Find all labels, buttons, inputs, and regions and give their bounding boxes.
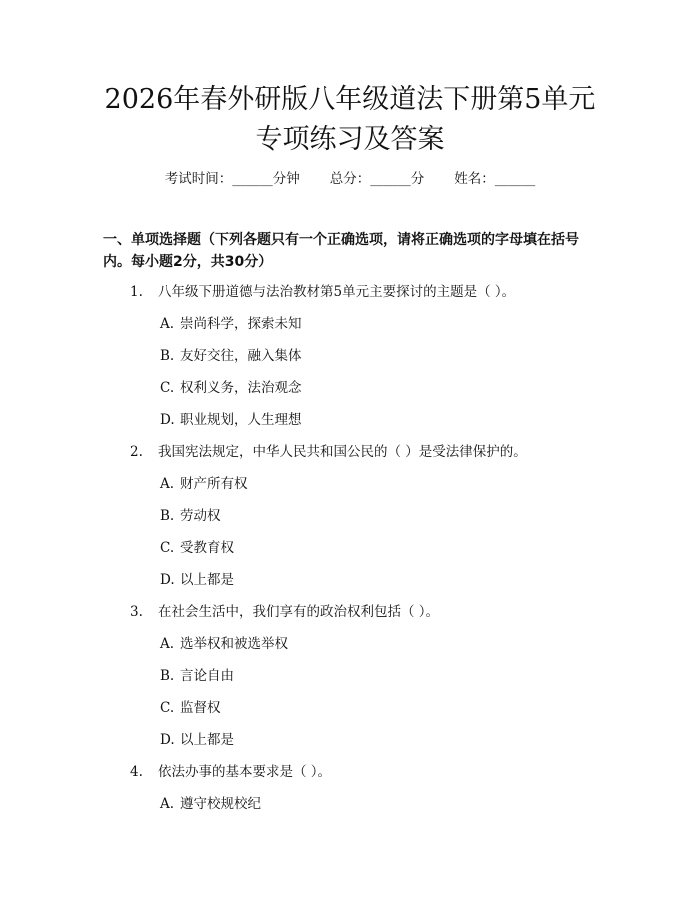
student-name-label: 姓名：______ bbox=[454, 171, 536, 187]
option-letter: D. bbox=[160, 572, 175, 588]
question-1-option-a bbox=[160, 314, 302, 334]
question-number: 2. bbox=[130, 444, 143, 460]
option-letter: A. bbox=[160, 316, 175, 332]
question-4-option-a bbox=[160, 794, 261, 814]
question-text: 八年级下册道德与法治教材第5单元主要探讨的主题是（ ）。 bbox=[158, 284, 516, 300]
question-3-option-c bbox=[160, 698, 221, 718]
option-text: 权利义务，法治观念 bbox=[180, 380, 302, 396]
option-letter: B. bbox=[160, 508, 175, 524]
document-title: 2026年春外研版八年级道法下册第5单元专项练习及答案 bbox=[104, 84, 596, 155]
question-2-option-c bbox=[160, 538, 234, 558]
question-number: 1. bbox=[130, 284, 143, 300]
option-letter: B. bbox=[160, 668, 175, 684]
option-letter: A. bbox=[160, 476, 175, 492]
option-letter: A. bbox=[160, 796, 175, 812]
question-text: 依法办事的基本要求是（ ）。 bbox=[158, 764, 332, 780]
question-3-option-b bbox=[160, 666, 234, 686]
option-text: 以上都是 bbox=[180, 572, 234, 588]
question-1-option-b bbox=[160, 346, 302, 366]
question-text: 我国宪法规定，中华人民共和国公民的（ ）是受法律保护的。 bbox=[158, 444, 527, 460]
option-text: 选举权和被选举权 bbox=[180, 636, 288, 652]
option-letter: D. bbox=[160, 412, 175, 428]
option-text: 以上都是 bbox=[180, 732, 234, 748]
option-text: 崇尚科学，探索未知 bbox=[180, 316, 302, 332]
exam-time-label: 考试时间：______分钟 bbox=[164, 171, 300, 187]
question-1-option-d bbox=[160, 410, 302, 430]
question-2-option-d bbox=[160, 570, 234, 590]
section-heading-single-choice: 一、单项选择题（下列各题只有一个正确选项，请将正确选项的字母填在括号内。每小题2分，共30分） bbox=[103, 232, 579, 270]
option-text: 职业规划，人生理想 bbox=[180, 412, 302, 428]
option-letter: B. bbox=[160, 348, 175, 364]
question-2-option-a bbox=[160, 474, 248, 494]
question-number: 3. bbox=[130, 604, 143, 620]
option-text: 受教育权 bbox=[180, 540, 234, 556]
question-number: 4. bbox=[130, 764, 143, 780]
question-1 bbox=[130, 282, 515, 302]
option-letter: C. bbox=[160, 540, 175, 556]
option-letter: D. bbox=[160, 732, 175, 748]
question-3 bbox=[130, 602, 439, 622]
option-letter: A. bbox=[160, 636, 175, 652]
option-text: 监督权 bbox=[180, 700, 221, 716]
option-text: 言论自由 bbox=[180, 668, 234, 684]
exam-meta bbox=[0, 167, 700, 187]
question-3-option-d bbox=[160, 730, 234, 750]
option-text: 友好交往，融入集体 bbox=[180, 348, 302, 364]
option-text: 财产所有权 bbox=[180, 476, 248, 492]
question-1-option-c bbox=[160, 378, 302, 398]
question-2-option-b bbox=[160, 506, 221, 526]
question-4 bbox=[130, 762, 331, 782]
question-3-option-a bbox=[160, 634, 288, 654]
option-text: 遵守校规校纪 bbox=[180, 796, 261, 812]
total-score-label: 总分：______分 bbox=[329, 171, 425, 187]
option-letter: C. bbox=[160, 700, 175, 716]
question-text: 在社会生活中，我们享有的政治权利包括（ ）。 bbox=[158, 604, 440, 620]
option-letter: C. bbox=[160, 380, 175, 396]
question-2 bbox=[130, 442, 527, 462]
option-text: 劳动权 bbox=[180, 508, 221, 524]
